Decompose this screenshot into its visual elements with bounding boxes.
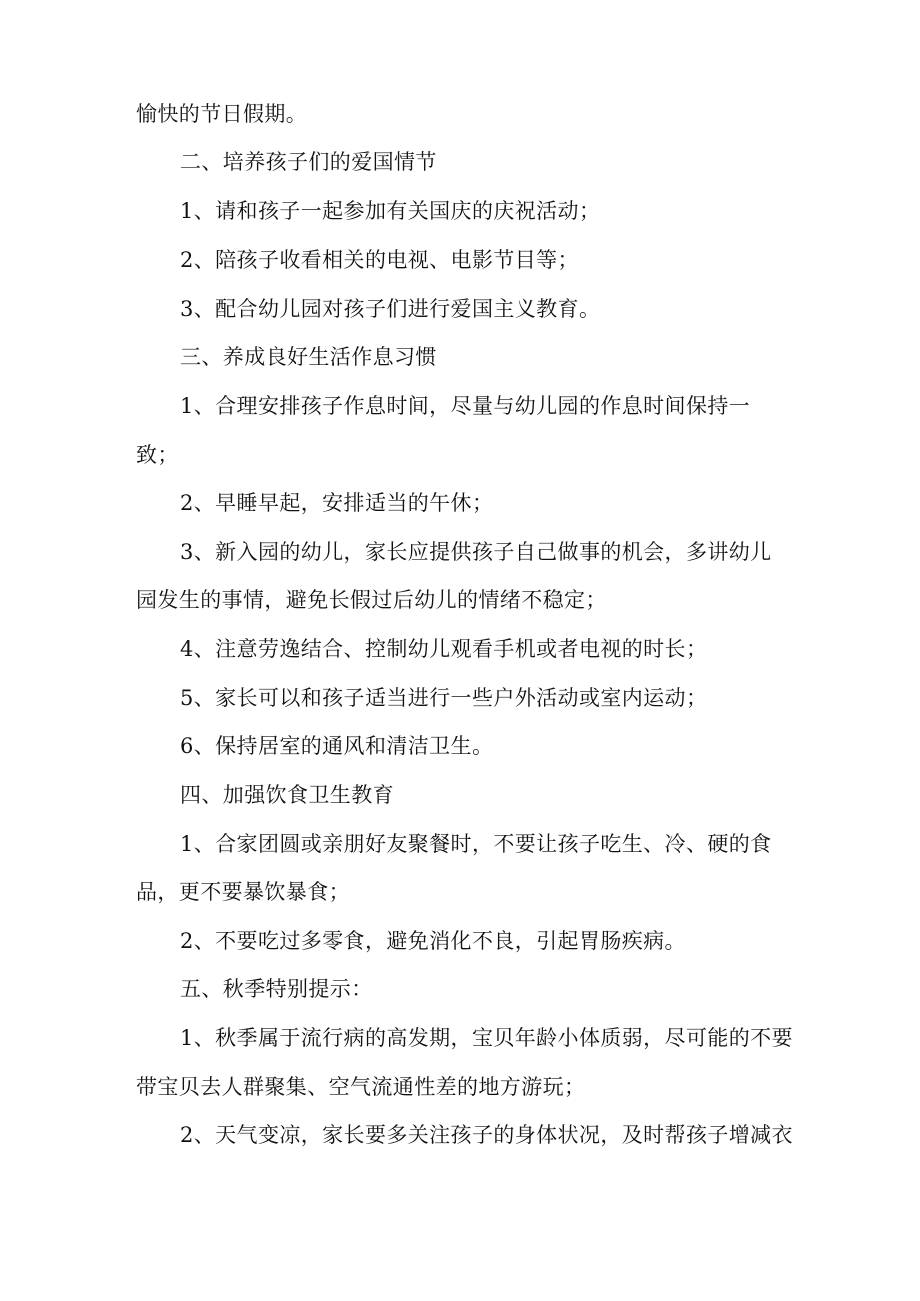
paragraph-line: 4、注意劳逸结合、控制幼儿观看手机或者电视的时长； xyxy=(180,637,708,661)
paragraph-line: 愉快的节日假期。 xyxy=(136,102,308,126)
paragraph-line: 1、合家团圆或亲朋好友聚餐时，不要让孩子吃生、冷、硬的食 xyxy=(180,832,772,856)
paragraph-line: 2、不要吃过多零食，避免消化不良，引起胃肠疾病。 xyxy=(180,929,686,953)
paragraph-line: 6、保持居室的通风和清洁卫生。 xyxy=(180,734,494,758)
paragraph-line: 带宝贝去人群聚集、空气流通性差的地方游玩； xyxy=(136,1075,586,1099)
paragraph-line: 1、秋季属于流行病的高发期，宝贝年龄小体质弱，尽可能的不要 xyxy=(180,1026,793,1050)
paragraph-line: 2、天气变凉，家长要多关注孩子的身体状况，及时帮孩子增减衣 xyxy=(180,1123,793,1147)
paragraph-line: 品，更不要暴饮暴食； xyxy=(136,880,350,904)
paragraph-line: 2、陪孩子收看相关的电视、电影节目等； xyxy=(180,248,579,272)
section-heading-3: 三、养成良好生活作息习惯 xyxy=(180,345,437,369)
section-heading-2: 二、培养孩子们的爱国情节 xyxy=(180,150,437,174)
paragraph-line: 1、合理安排孩子作息时间，尽量与幼儿园的作息时间保持一 xyxy=(180,394,751,418)
paragraph-line: 3、新入园的幼儿，家长应提供孩子自己做事的机会，多讲幼儿 xyxy=(180,540,772,564)
paragraph-line: 2、早睡早起，安排适当的午休； xyxy=(180,491,494,515)
section-heading-5: 五、秋季特别提示： xyxy=(180,977,373,1001)
section-heading-4: 四、加强饮食卫生教育 xyxy=(180,783,394,807)
paragraph-line: 1、请和孩子一起参加有关国庆的庆祝活动； xyxy=(180,199,601,223)
paragraph-line: 3、配合幼儿园对孩子们进行爱国主义教育。 xyxy=(180,297,601,321)
paragraph-line: 园发生的事情，避免长假过后幼儿的情绪不稳定； xyxy=(136,588,607,612)
paragraph-line: 5、家长可以和孩子适当进行一些户外活动或室内运动； xyxy=(180,686,708,710)
paragraph-line: 致； xyxy=(136,443,179,467)
